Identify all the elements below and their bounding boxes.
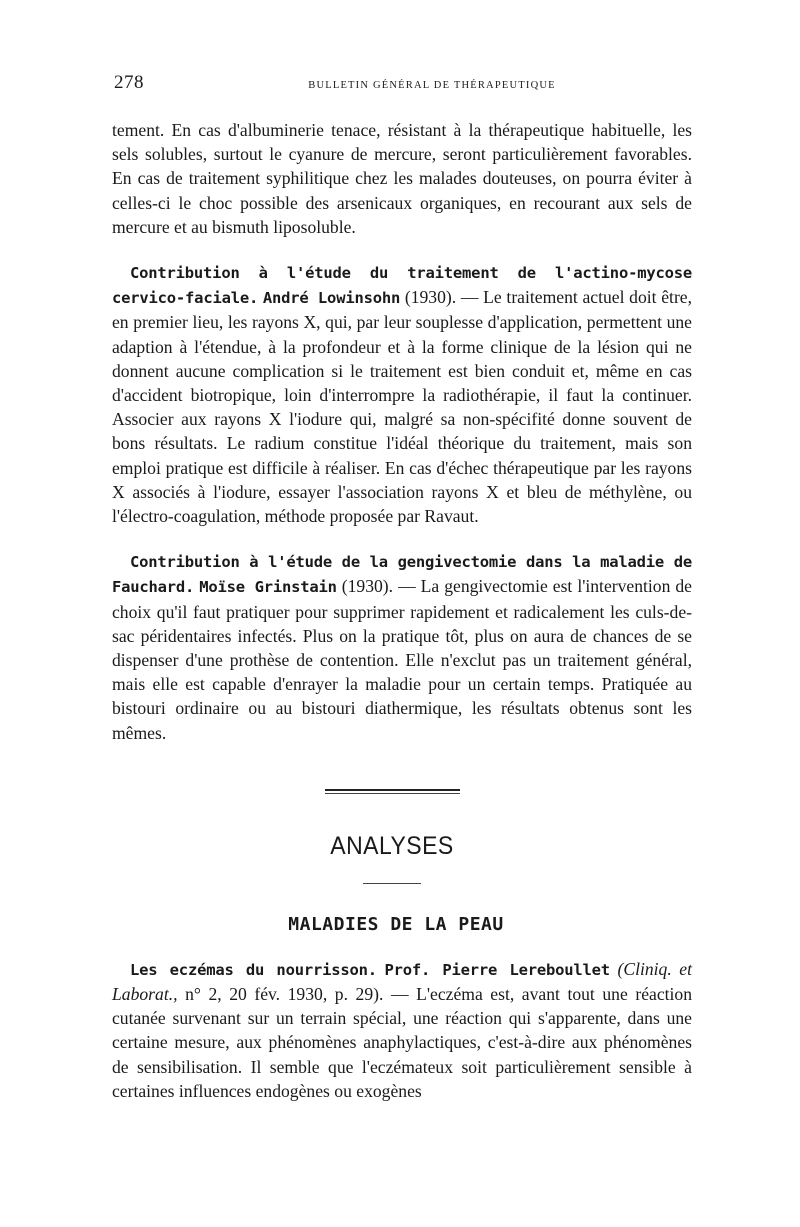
- article-year: (1930).: [404, 287, 457, 308]
- journal-title: BULLETIN GÉNÉRAL DE THÉRAPEUTIQUE: [308, 80, 556, 91]
- article-title: Contribution à l'étude de la gengivectomie dans la maladie de Fauchard.: [112, 553, 692, 597]
- analysis-citation-journal: (Cliniq. et Laborat.,: [112, 958, 692, 1005]
- subsection-title: MALADIES DE LA PEAU: [288, 913, 504, 935]
- analysis-citation-details: n° 2, 20 fév. 1930, p. 29).: [185, 984, 384, 1005]
- document-page: [112, 70, 692, 1103]
- continuation-paragraph: tement. En cas d'albuminerie tenace, résistant à la thérapeutique habituelle, les sels solubles, surtout le cyanure de mercure, seront particulièrement favorables. En cas de traitement syphilitique chez les malades douteuses, on pourra éviter à celles-ci le choc possible des arsenicaux organiques, en recourant aux sels de mercure et au bismuth liposoluble.: [112, 120, 692, 237]
- analysis-author: Prof. Pierre Lereboullet: [384, 960, 610, 979]
- article-contribution-gengivectomie: [112, 549, 692, 745]
- analysis-eczemas-nourrisson: [112, 957, 692, 1103]
- article-contribution-actinomycose: [112, 260, 692, 528]
- title-underline-rule: [363, 883, 421, 884]
- analysis-body: — L'eczéma est, avant tout une réaction cutanée survenant sur un terrain spécial, une réaction qui s'apparente, dans une certaine mesure, aux phénomènes anaphylactiques, c'est-à-dire aux phénomènes de sensibilisation. Il semble que l'eczémateux soit particulièrement sensible à certaines influences endogènes ou exogènes: [112, 984, 692, 1101]
- running-header: [112, 70, 692, 100]
- article-title: Contribution à l'étude du traitement de l'actino-mycose cervico-faciale.: [112, 264, 692, 308]
- article-author: André Lowinsohn: [262, 289, 401, 308]
- analysis-title: Les eczémas du nourrisson.: [130, 960, 377, 979]
- section-divider: [325, 789, 460, 794]
- article-body: — La gengivectomie est l'intervention de choix qu'il faut pratiquer pour supprimer rapidement et radicalement les culs-de-sac péridentaires infectés. Plus on la pratique tôt, plus on aura de chances de se dispenser d'une prothèse de contention. Elle n'exclut pas un traitement général, mais elle est capable d'enrayer la maladie pour un certain temps. Pratiquée au bistouri ordinaire ou au bistouri diathermique, les résultats obtenus sont les mêmes.: [112, 576, 692, 743]
- page-number: 278: [114, 72, 144, 93]
- article-author: Moïse Grinstain: [199, 578, 337, 597]
- article-year: (1930).: [341, 576, 394, 597]
- section-title: ANALYSES: [330, 831, 454, 860]
- article-body: — Le traitement actuel doit être, en premier lieu, les rayons X, qui, par leur souplesse d'application, permettent une adaption à l'étendue, à la profondeur et à la forme clinique de la lésion qui ne donnent aucune complication si le traitement est bien conduit et, même en cas d'accident biotropique, loin d'interrompre la radiothérapie, il faut la continuer. Associer aux rayons X l'iodure qui, malgré sa non-spécifité donne souvent de bons résultats. Le radium constitue l'idéal théorique du traitement, mais son emploi pratique est difficile à réaliser. En cas d'échec thérapeutique par les rayons X associés à l'iodure, essayer l'association rayons X et bleu de méthylène, ou l'électro-coagulation, méthode proposée par Ravaut.: [112, 287, 693, 527]
